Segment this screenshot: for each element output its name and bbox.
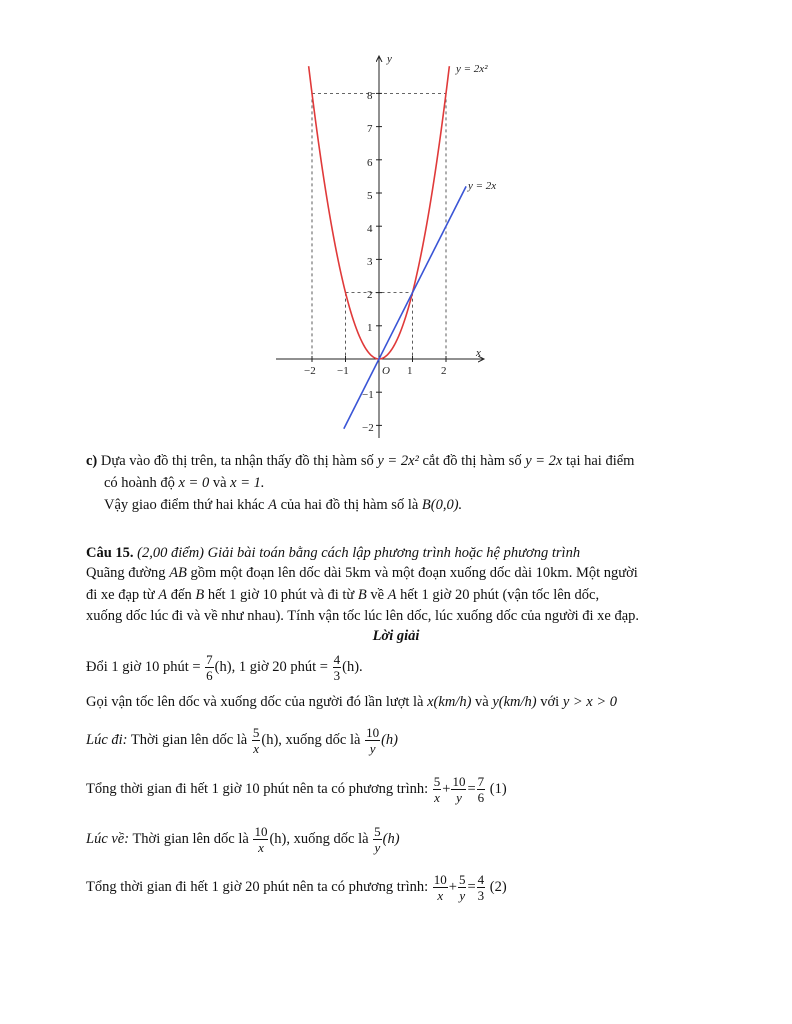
formula: B(0,0).	[421, 497, 463, 513]
text: tại hai điểm	[565, 453, 635, 469]
fraction	[477, 872, 486, 903]
y-tick-label: 6	[367, 157, 373, 169]
solution-step-1	[86, 652, 363, 683]
denominator: x	[434, 790, 440, 805]
part-c-line-3	[104, 496, 462, 514]
fraction	[433, 872, 448, 903]
y-tick-label: 7	[367, 123, 373, 135]
solution-step-5	[86, 824, 400, 855]
formula: y = 2x	[525, 453, 563, 469]
denominator: y	[456, 790, 462, 805]
text: có hoành độ	[104, 475, 175, 491]
formula: x = 1.	[230, 475, 265, 491]
text: . Một người	[568, 565, 638, 581]
denominator: y	[459, 888, 466, 903]
formula: x = 0	[178, 475, 210, 491]
formula: 10km	[535, 565, 569, 581]
x-axis-label: x	[476, 347, 481, 359]
numerator: 10	[366, 725, 380, 740]
text: với	[540, 694, 560, 710]
unit: (h).	[342, 658, 363, 675]
y-tick-label: 4	[367, 223, 373, 235]
formula: A	[158, 587, 168, 603]
fraction	[205, 652, 214, 683]
text: đi xe đạp từ	[86, 587, 155, 603]
fraction	[451, 774, 466, 805]
operator: =	[467, 780, 476, 797]
x-tick-label: 1	[407, 365, 413, 377]
y-tick-label: 1	[367, 322, 373, 334]
function-graph	[270, 48, 520, 440]
denominator: 3	[477, 888, 485, 903]
denominator: 3	[333, 668, 341, 683]
fraction	[458, 872, 467, 903]
fraction	[373, 824, 382, 855]
numerator: 7	[206, 652, 213, 667]
formula: A	[387, 587, 397, 603]
text: hết 1 giờ 10 phút và đi từ	[207, 587, 355, 603]
operator: +	[442, 780, 451, 797]
formula: A	[268, 497, 277, 513]
q15-heading	[86, 544, 580, 562]
y-axis-label: y	[387, 53, 392, 65]
unit: (h)	[261, 731, 279, 748]
unit: (h)	[382, 830, 400, 847]
solution-heading: Lời giải	[372, 628, 420, 644]
denominator: 6	[477, 790, 485, 805]
numerator: 10	[254, 824, 268, 839]
text: hết 1 giờ 20 phút (vận tốc lên dốc,	[400, 587, 600, 603]
text: cắt đồ thị hàm số	[422, 453, 522, 469]
label: Lúc đi:	[86, 731, 128, 748]
numerator: 5	[458, 872, 466, 887]
y-tick-label: 2	[367, 289, 373, 301]
text: Thời gian lên dốc là	[130, 731, 248, 748]
numerator: 5	[374, 824, 381, 839]
fraction	[252, 725, 261, 756]
q15-problem-line-2	[86, 586, 599, 604]
numerator: 4	[477, 872, 485, 887]
text: và	[212, 475, 227, 491]
numerator: 10	[452, 774, 466, 789]
numerator: 10	[433, 872, 447, 887]
text: , xuống dốc là	[278, 731, 361, 748]
text: Vậy giao điểm thứ hai khác	[104, 497, 265, 513]
formula: AB	[169, 565, 187, 581]
unit: (h)	[381, 731, 398, 748]
equation-tag: (1)	[489, 780, 507, 797]
text: , 1 giờ 20 phút =	[231, 658, 328, 675]
text: xuống dốc lúc đi và về như nhau). Tính vận tốc lúc lên dốc, lúc xuống dốc của người đi xe đạp.	[86, 608, 640, 624]
question-instruction: (2,00 điểm) Giải bài toán bằng cách lập phương trình hoặc hệ phương trình	[137, 545, 581, 561]
denominator: x	[437, 888, 444, 903]
solution-step-2	[86, 693, 617, 711]
x-tick-label: −1	[337, 365, 349, 377]
formula: y > x > 0	[562, 694, 618, 710]
text: của hai đồ thị hàm số là	[280, 497, 419, 513]
formula: y = 2x²	[377, 453, 419, 469]
y-tick-label: −2	[362, 422, 374, 434]
formula: y(km/h)	[492, 694, 537, 710]
numerator: 5	[252, 725, 260, 740]
fraction	[365, 725, 380, 756]
part-c-line-1	[86, 452, 634, 470]
y-tick-label: 5	[367, 190, 373, 202]
q15-problem-line-1	[86, 564, 638, 582]
text: gồm một đoạn lên dốc dài	[190, 565, 342, 581]
solution-step-4	[86, 774, 507, 805]
fraction	[477, 774, 486, 805]
parabola-label: y = 2x²	[456, 63, 488, 75]
text: Gọi vận tốc lên dốc và xuống dốc của người đó lần lượt là	[86, 694, 424, 710]
text: và	[475, 694, 489, 710]
graph-svg	[270, 48, 520, 440]
q15-problem-line-3	[86, 607, 639, 625]
numerator: 4	[333, 652, 341, 667]
operator: =	[467, 878, 476, 895]
text: Quãng đường	[86, 565, 166, 581]
text: , xuống dốc là	[286, 830, 369, 847]
text: Tổng thời gian đi hết 1 giờ 10 phút nên ta có phương trình:	[86, 780, 429, 797]
formula: x(km/h)	[427, 694, 472, 710]
question-number: Câu 15.	[86, 545, 134, 561]
denominator: x	[253, 741, 260, 756]
label: Lúc về:	[86, 830, 130, 847]
text: đến	[170, 587, 192, 603]
part-c-label: c)	[86, 453, 98, 469]
formula: B	[357, 587, 367, 603]
unit: (h)	[214, 658, 232, 675]
equation-tag: (2)	[489, 878, 507, 895]
line-label: y = 2x	[468, 180, 497, 192]
solution-step-3	[86, 725, 398, 756]
y-tick-label: −1	[362, 389, 374, 401]
solution-step-6	[86, 872, 507, 903]
fraction	[253, 824, 268, 855]
formula: B	[195, 587, 205, 603]
denominator: x	[258, 840, 264, 855]
text: Thời gian lên dốc là	[132, 830, 249, 847]
y-tick-label: 3	[367, 256, 373, 268]
y-tick-label: 8	[367, 90, 373, 102]
text: Đổi 1 giờ 10 phút =	[86, 658, 201, 675]
fraction	[433, 774, 442, 805]
text: và một đoạn xuống dốc dài	[374, 565, 533, 581]
operator: +	[448, 878, 457, 895]
text: Tổng thời gian đi hết 1 giờ 20 phút nên ta có phương trình:	[86, 878, 429, 895]
text: về	[370, 587, 385, 603]
origin-label: O	[382, 365, 390, 377]
x-tick-label: −2	[304, 365, 316, 377]
x-tick-label: 2	[441, 365, 447, 377]
denominator: 6	[206, 668, 213, 683]
text: Dựa vào đồ thị trên, ta nhận thấy đồ thị hàm số	[100, 453, 374, 469]
unit: (h)	[269, 830, 287, 847]
formula: 5km	[345, 565, 371, 581]
part-c-line-2	[104, 474, 265, 492]
denominator: y	[369, 741, 376, 756]
numerator: 5	[433, 774, 441, 789]
numerator: 7	[477, 774, 485, 789]
denominator: y	[374, 840, 381, 855]
fraction	[333, 652, 342, 683]
